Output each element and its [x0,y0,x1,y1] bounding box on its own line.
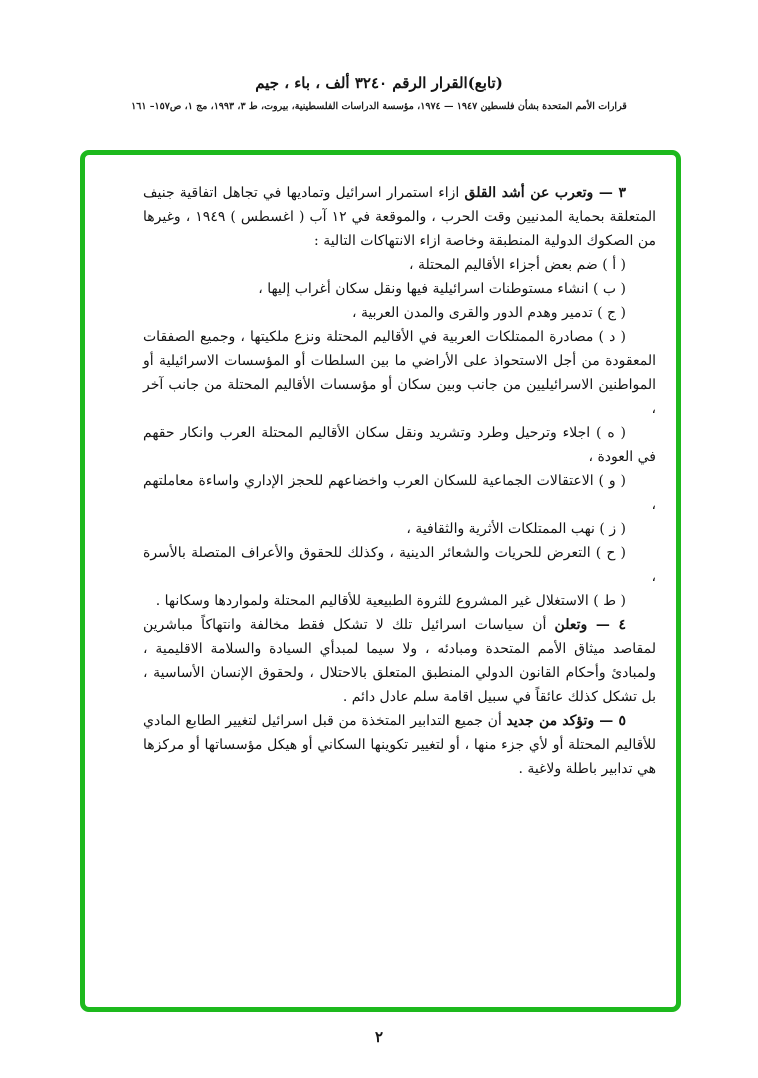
paragraph-3 [143,181,656,253]
clause-item-t [143,589,656,613]
page-header [0,74,758,112]
clause-marker: ( ب ) [592,281,626,297]
paragraph-5-text: أن جميع التدابير المتخذة من قبل اسرائيل لتغيير الطابع المادي للأقاليم المحتلة أو لأي جزء منها ، أو لتغيير تكوينها السكاني أو هيكل مؤسساتها أو مركزها هي تدابير باطلة ولاغية . [143,713,656,777]
resolution-title: (تابع)القرار الرقم ٣٢٤٠ ألف ، باء ، جيم [255,74,503,92]
clause-text: التعرض للحريات والشعائر الدينية ، وكذلك للحقوق والأعراف المتصلة بالأسرة ، [143,545,656,585]
paragraph-5-lead: ٥ — وتؤكد من جديد [506,713,626,729]
paragraph-4-lead: ٤ — وتعلن [554,617,626,633]
clause-text: مصادرة الممتلكات العربية في الأقاليم المحتلة ونزع ملكيتها ، وجميع الصفقات المعقودة من أجل الاستحواذ على الأراضي ما بين السلطات أو المؤسسات الاسرائيلية أو المواطنين الاسرائيليين من جانب وبين سكان أو مؤسسات الأقاليم المحتلة من جانب آخر ، [143,329,656,417]
clause-item-h [143,421,656,469]
page-number: ٢ [374,1028,384,1046]
clause-item-d [143,325,656,421]
clause-text: اجلاء وترحيل وطرد وتشريد ونقل سكان الأقاليم المحتلة العرب وانكار حقهم في العودة ، [143,425,656,465]
paragraph-4 [143,613,656,709]
clause-marker: ( ج ) [597,305,626,321]
clause-text: تدمير وهدم الدور والقرى والمدن العربية ، [351,305,593,321]
clause-marker: ( و ) [598,473,626,489]
clause-marker: ( ه ) [596,425,626,441]
paragraph-3-lead: ٣ — وتعرب عن أشد القلق [464,185,626,201]
clause-item-hh [143,541,656,589]
clause-item-a [143,253,656,277]
paragraph-4-text: أن سياسات اسرائيل تلك لا تشكل فقط مخالفة وانتهاكاً مباشرين لمقاصد ميثاق الأمم المتحدة ومبادئه ، ولا سيما لمبدأي السيادة والسلامة الاقليمية ، ولمبادئ وأحكام القانون الدولي المنطبق المتعلق بالاحتلال ، ولحقوق الإنسان الأساسية ، بل تشكل كذلك عائقاً في سبيل اقامة سلم عادل دائم . [143,617,656,705]
clause-text: نهب الممتلكات الأثرية والثقافية ، [406,521,595,537]
clause-text: الاستغلال غير المشروع للثروة الطبيعية للأقاليم المحتلة ولمواردها وسكانها . [155,593,589,609]
resolution-text-box [80,150,681,1012]
paragraph-5 [143,709,656,781]
clause-marker: ( ز ) [599,521,626,537]
clause-marker: ( ط ) [593,593,626,609]
clause-item-b [143,277,656,301]
clause-item-j [143,301,656,325]
clause-marker: ( ح ) [595,545,626,561]
paragraph-3-text: ازاء استمرار اسرائيل وتماديها في تجاهل اتفاقية جنيف المتعلقة بحماية المدنيين وقت الحرب ، والموقعة في ١٢ آب ( اغسطس ) ١٩٤٩ ، وغيرها من الصكوك الدولية المنطبقة وخاصة ازاء الانتهاكات التالية : [143,185,657,249]
clause-text: انشاء مستوطنات اسرائيلية فيها ونقل سكان أغراب إليها ، [258,281,589,297]
clause-text: ضم بعض أجزاء الأقاليم المحتلة ، [409,257,598,273]
source-citation: قرارات الأمم المتحدة بشأن فلسطين ١٩٤٧ — ١٩٧٤، مؤسسة الدراسات الفلسطينية، بيروت، ط ٣، ١٩٩٣، مج ١، ص١٥٧– ١٦١ [131,101,627,112]
clause-marker: ( د ) [598,329,627,345]
clause-item-w [143,469,656,517]
clause-item-z [143,517,656,541]
clause-text: الاعتقالات الجماعية للسكان العرب واخضاعهم للحجز الإداري واساءة معاملتهم ، [143,473,656,513]
clause-marker: ( أ ) [602,257,626,273]
